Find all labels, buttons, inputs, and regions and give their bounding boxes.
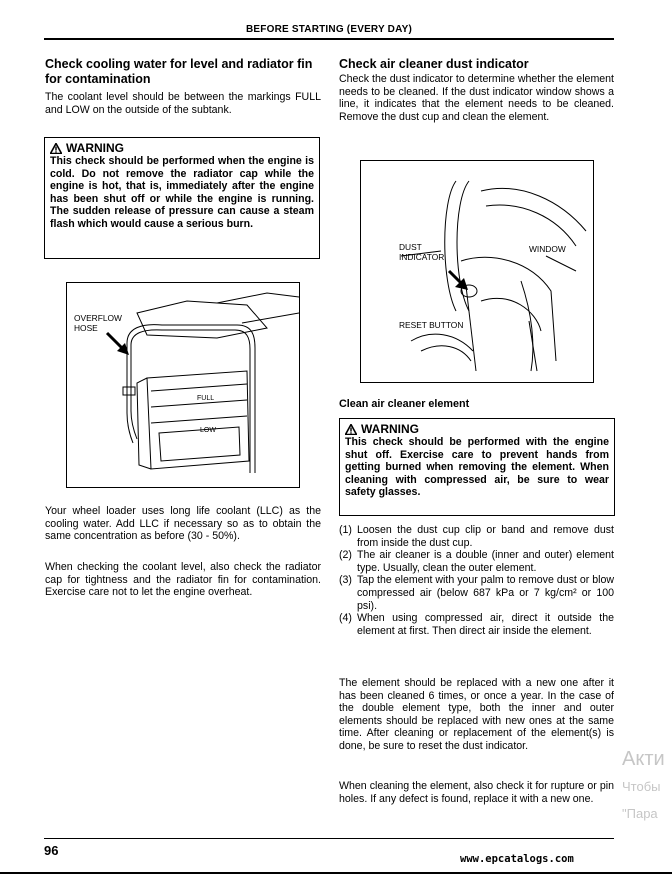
clean-element-subheading: Clean air cleaner element [339, 398, 470, 410]
left-intro-text: The coolant level should be between the markings FULL and LOW on the outside of the subtank. [45, 91, 321, 116]
left-warning-box [44, 137, 320, 259]
left-coolant-paragraph: Your wheel loader uses long life coolant (LLC) as the cooling water. Add LLC if necessary so as to obtain the same concentration as before (30 - 50%). [45, 505, 321, 543]
left-warning-heading-text: WARNING [66, 141, 124, 155]
right-warning-heading [345, 422, 609, 436]
step-text: Tap the element with your palm to remove dust or blow compressed air (below 687 kPa or 7 kg/cm² or 100 psi). [357, 574, 614, 612]
low-mark-label: LOW [200, 427, 216, 434]
section-header: BEFORE STARTING (EVERY DAY) [246, 24, 412, 35]
footer-url: www.epcatalogs.com [460, 853, 574, 865]
step-item [339, 524, 614, 549]
dust-indicator-label: DUST INDICATOR [399, 242, 445, 262]
footer-rule [44, 838, 614, 839]
step-number: (2) [339, 549, 352, 562]
page-number: 96 [44, 843, 59, 858]
coolant-subtank-figure [66, 282, 300, 488]
left-checking-paragraph: When checking the coolant level, also check the radiator cap for tightness and the radiator fin for contamination. Exercise care not to let the engine overheat. [45, 561, 321, 599]
air-cleaner-illustration [361, 161, 593, 382]
right-warning-heading-text: WARNING [361, 422, 419, 436]
right-section-title: Check air cleaner dust indicator [339, 57, 529, 71]
activation-overlay-line3: "Пара [622, 806, 658, 821]
rupture-check-paragraph: When cleaning the element, also check it for rupture or pin holes. If any defect is found, replace it with a new one. [339, 780, 614, 805]
step-text: The air cleaner is a double (inner and outer) element type. Usually, clean the outer element. [357, 549, 614, 574]
step-number: (4) [339, 612, 352, 625]
window-label: WINDOW [529, 244, 566, 254]
overflow-hose-label: OVERFLOW HOSE [74, 313, 122, 333]
bottom-edge-rule [0, 872, 672, 874]
reset-button-label: RESET BUTTON [399, 320, 464, 330]
left-section-title: Check cooling water for level and radiator fin for contamination [45, 57, 313, 86]
left-warning-heading [50, 141, 314, 155]
step-number: (3) [339, 574, 352, 587]
step-item [339, 574, 614, 612]
right-warning-text: This check should be performed with the engine shut off. Exercise care to prevent hands from getting burned when removing the element. When cleaning with compressed air, be sure to wear safety glasses. [345, 436, 609, 499]
step-text: Loosen the dust cup clip or band and remove dust from inside the dust cup. [357, 524, 614, 549]
right-warning-box [339, 418, 615, 516]
air-cleaner-figure [360, 160, 594, 383]
left-warning-text: This check should be performed when the engine is cold. Do not remove the radiator cap while the engine is hot, that is, immediately after the engine has been shut off or while the engine is running. The sudden release of pressure can cause a steam flash which would cause a serious burn. [50, 155, 314, 230]
step-item [339, 549, 614, 574]
step-item [339, 612, 614, 637]
cleaning-steps-list [339, 524, 614, 637]
warning-triangle-icon [345, 424, 357, 435]
right-intro-text: Check the dust indicator to determine whether the element needs to be cleaned. If the dust indicator window shows a line, it indicates that the element needs to be cleaned. Remove the dust cup and clean the element. [339, 73, 614, 123]
activation-overlay-line2: Чтобы [622, 779, 661, 794]
step-number: (1) [339, 524, 352, 536]
warning-triangle-icon [50, 143, 62, 154]
header-rule [44, 38, 614, 40]
step-text: When using compressed air, direct it outside the element at first. Then direct air inside the element. [357, 612, 614, 637]
replace-element-paragraph: The element should be replaced with a new one after it has been cleaned 6 times, or once a year. In the case of the double element type, both the inner and outer elements should be replaced with new ones at the same time. After cleaning or replacement of the element(s) is done, be sure to reset the dust indicator. [339, 677, 614, 752]
full-mark-label: FULL [197, 395, 215, 402]
activation-overlay-line1: Акти [622, 748, 665, 770]
